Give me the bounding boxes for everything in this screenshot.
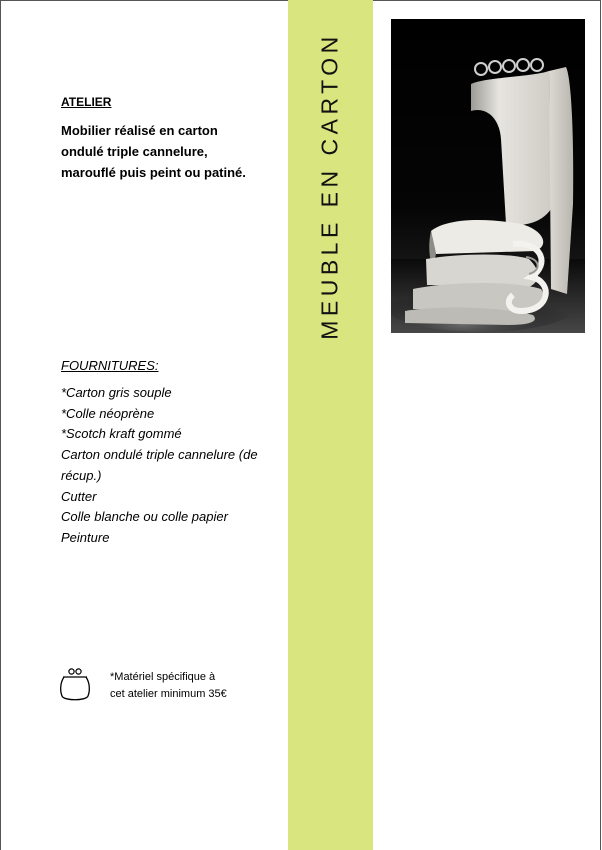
list-item: Cutter bbox=[61, 488, 97, 504]
list-item: Colle blanche ou colle papier bbox=[61, 509, 228, 525]
list-item: Peinture bbox=[61, 529, 110, 545]
price-note: *Matériel spécifique à cet atelier minimum 35€ bbox=[110, 671, 227, 700]
fournitures-heading: FOURNITURES: bbox=[61, 358, 159, 373]
purse-icon bbox=[59, 667, 91, 703]
atelier-description: Mobilier réalisé en carton ondulé triple cannelure, marouflé puis peint ou patiné. bbox=[61, 123, 246, 180]
vertical-title: MEUBLE EN CARTON bbox=[316, 32, 343, 340]
list-item: *Colle néoprène bbox=[61, 405, 155, 421]
list-item: *Carton gris souple bbox=[61, 385, 172, 400]
chair-illustration bbox=[391, 19, 585, 333]
fournitures-list bbox=[61, 383, 281, 549]
list-item: Carton ondulé triple cannelure (de récup.) bbox=[61, 447, 258, 483]
list-item: *Scotch kraft gommé bbox=[61, 426, 182, 442]
cardboard-chair-photo bbox=[391, 19, 585, 333]
atelier-heading: ATELIER bbox=[61, 95, 112, 109]
